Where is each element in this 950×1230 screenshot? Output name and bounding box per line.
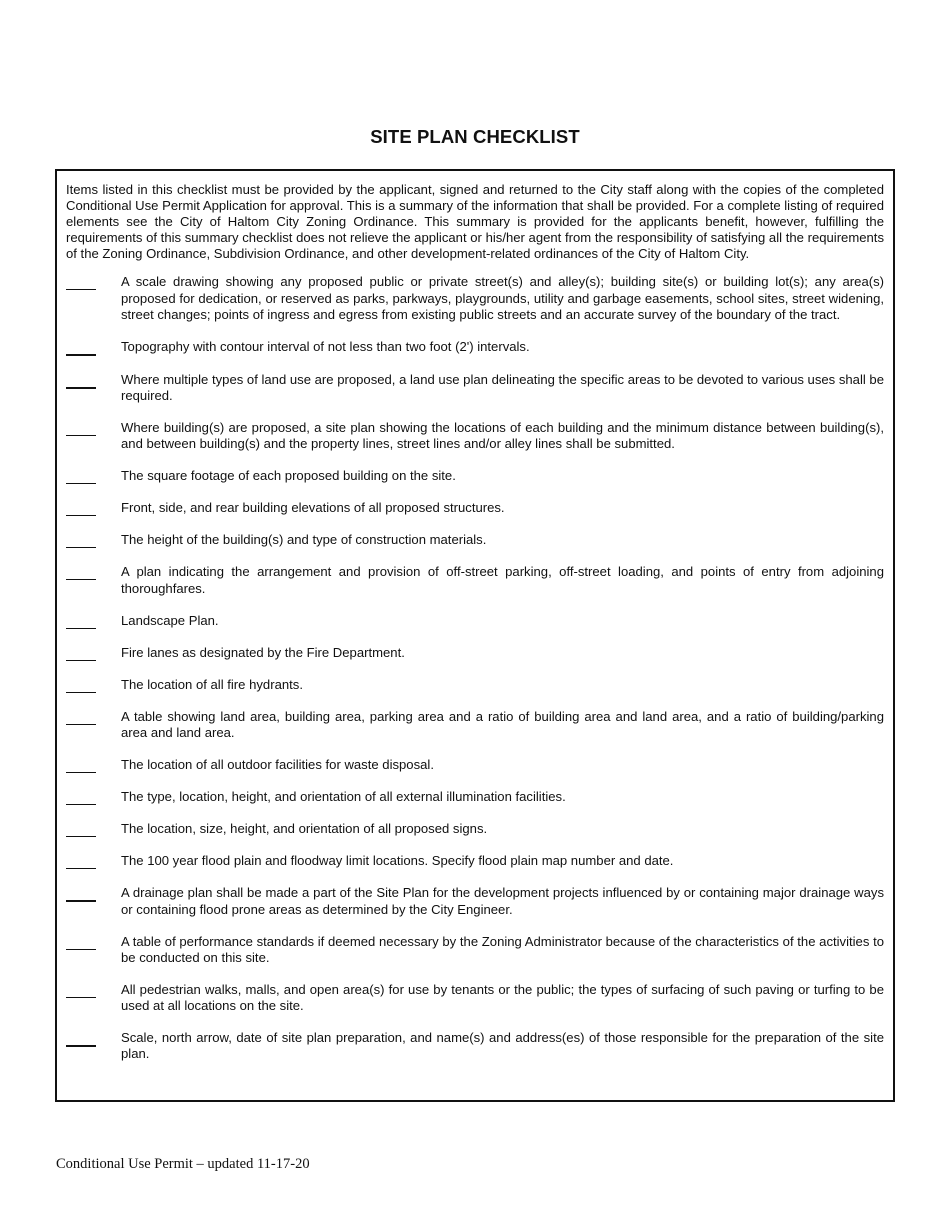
checklist-item-text: The height of the building(s) and type of construction materials. [121, 532, 487, 548]
intro-paragraph: Items listed in this checklist must be provided by the applicant, signed and returned to the City staff along with the copies of the completed Conditional Use Permit Application for approval. This is a summary of the information that shall be provided. For a complete listing of required elements see the City of Haltom City Zoning Ordinance. This summary is provided for the applicants benefit, however, fulfilling the requirements of this summary checklist does not relieve the applicant or his/her agent from the responsibility of satisfying all the requirements of the Zoning Ordinance, Subdivision Ordinance, and other development-related ordinances of the City of Haltom City. [66, 182, 884, 262]
checklist-item-text: A plan indicating the arrangement and provision of off-street parking, off-street loading, and points of entry from adjoining thoroughfares. [121, 564, 884, 596]
checklist-item-text: A table showing land area, building area, parking area and a ratio of building area and land area, and a ratio of building/parking area and land area. [121, 708, 884, 740]
checkbox-line[interactable] [66, 935, 96, 950]
checklist-item-text: The location of all fire hydrants. [121, 676, 303, 692]
checkbox-line[interactable] [66, 886, 96, 902]
checklist-item [66, 885, 884, 917]
checkbox-line[interactable] [66, 983, 96, 998]
checkbox-line[interactable] [66, 565, 96, 580]
checklist-item-text: The square footage of each proposed building on the site. [121, 468, 456, 484]
checklist-item-text: Where building(s) are proposed, a site plan showing the locations of each building and the minimum distance between building(s), and between building(s) and the property lines, street lines and/or alley lines shall be submitted. [121, 419, 884, 452]
checklist-item [66, 789, 884, 805]
checklist-item-text: Scale, north arrow, date of site plan preparation, and name(s) and address(es) of those responsible for the preparation of the site plan. [121, 1030, 884, 1062]
checkbox-line[interactable] [66, 678, 96, 693]
checklist-item [66, 757, 884, 773]
checkbox-line[interactable] [66, 822, 96, 837]
checklist-item-text: The location of all outdoor facilities for waste disposal. [121, 757, 434, 773]
checklist-item [66, 372, 884, 404]
checkbox-line[interactable] [66, 340, 96, 356]
page-title: SITE PLAN CHECKLIST [370, 126, 580, 147]
checklist-item [66, 821, 884, 837]
checklist-item [66, 613, 884, 629]
checkbox-line[interactable] [66, 469, 96, 484]
checklist-item-text: All pedestrian walks, malls, and open area(s) for use by tenants or the public; the types of surfacing of such paving or turfing to be used at all locations on the site. [121, 981, 884, 1013]
checklist-item [66, 532, 884, 548]
checkbox-line[interactable] [66, 710, 96, 725]
checklist-item-text: The location, size, height, and orientation of all proposed signs. [121, 821, 488, 837]
checkbox-line[interactable] [66, 421, 96, 436]
checkbox-line[interactable] [66, 373, 96, 389]
checkbox-line[interactable] [66, 614, 96, 629]
checklist-item [66, 934, 884, 966]
checklist-item-text: Where multiple types of land use are proposed, a land use plan delineating the specific areas to be devoted to various uses shall be required. [121, 371, 884, 403]
checklist-item-text: Topography with contour interval of not less than two foot (2') intervals. [121, 338, 530, 354]
checklist-item [66, 564, 884, 596]
checklist-item [66, 468, 884, 484]
checklist-item-text: The 100 year flood plain and floodway limit locations. Specify flood plain map number and date. [121, 853, 674, 869]
checklist-box [55, 169, 895, 1102]
checklist-item [66, 677, 884, 693]
checklist-item [66, 982, 884, 1014]
checklist-item [66, 500, 884, 516]
checklist-item-text: A table of performance standards if deemed necessary by the Zoning Administrator because of the characteristics of the activities to be conducted on this site. [121, 933, 884, 965]
checkbox-line[interactable] [66, 1031, 96, 1047]
checklist-item-text: Fire lanes as designated by the Fire Department. [121, 644, 405, 660]
footer-text: Conditional Use Permit – updated 11-17-20 [56, 1156, 310, 1172]
checkbox-line[interactable] [66, 533, 96, 548]
checklist-item [66, 274, 884, 322]
checklist-item [66, 853, 884, 869]
checkbox-line[interactable] [66, 790, 96, 805]
checkbox-line[interactable] [66, 854, 96, 869]
checklist-item [66, 709, 884, 741]
checklist-item-text: Front, side, and rear building elevations of all proposed structures. [121, 500, 505, 516]
checklist-item [66, 339, 884, 356]
checkbox-line[interactable] [66, 758, 96, 773]
checklist-item-text: A scale drawing showing any proposed public or private street(s) and alley(s); building site(s) or building lot(s); any area(s) proposed for dedication, or reserved as parks, parkways, playgrounds, utility and garbage easements, school sites, street widening, street changes; points of ingress and egress from existing public streets and an accurate survey of the boundary of the tract. [121, 274, 884, 322]
checklist-item [66, 645, 884, 661]
checklist-item-text: Landscape Plan. [121, 612, 219, 628]
checkbox-line[interactable] [66, 501, 96, 516]
checkbox-line[interactable] [66, 646, 96, 661]
checklist-item [66, 420, 884, 452]
checklist-item-text: The type, location, height, and orientation of all external illumination facilities. [121, 789, 566, 805]
checklist-item [66, 1030, 884, 1062]
checkbox-line[interactable] [66, 275, 96, 290]
checklist-item-text: A drainage plan shall be made a part of the Site Plan for the development projects influenced by or containing major drainage ways or containing flood prone areas as determined by the City Engineer. [121, 885, 884, 917]
